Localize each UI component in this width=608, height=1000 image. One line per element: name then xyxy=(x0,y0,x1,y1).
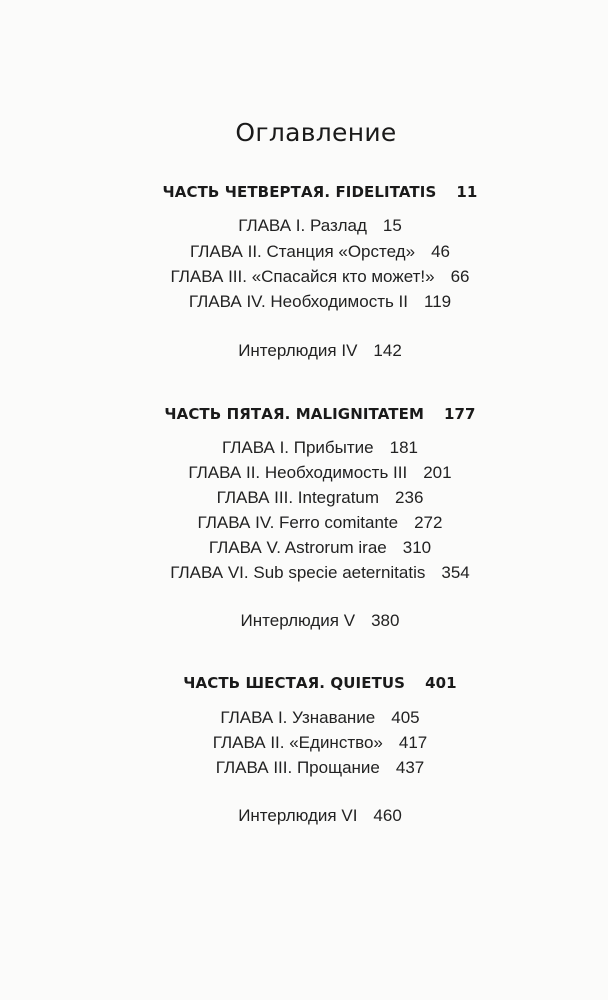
interlude-label: Интерлюдия V xyxy=(240,611,356,630)
chapter-page: 119 xyxy=(424,292,452,311)
interlude-entry xyxy=(0,611,608,631)
chapter-label: ГЛАВА VI. Sub specie aeternitatis xyxy=(170,563,426,582)
chapter-page: 15 xyxy=(382,216,402,235)
chapter-label: ГЛАВА II. Необходимость III xyxy=(188,463,408,482)
interlude-entry xyxy=(0,341,608,361)
chapter-entry xyxy=(0,513,608,533)
chapter-label: ГЛАВА II. Станция «Орстед» xyxy=(190,242,416,261)
chapter-entry xyxy=(0,708,608,728)
interlude-page: 380 xyxy=(371,611,400,630)
chapter-label: ГЛАВА III. «Спасайся кто может!» xyxy=(170,267,435,286)
part-label: ЧАСТЬ ПЯТАЯ. MALIGNITATEM xyxy=(164,405,424,423)
chapter-label: ГЛАВА I. Прибытие xyxy=(222,438,374,457)
chapter-label: ГЛАВА I. Разлад xyxy=(238,216,367,235)
part-page: 401 xyxy=(425,674,457,692)
chapter-label: ГЛАВА III. Integratum xyxy=(216,488,380,507)
interlude-label: Интерлюдия IV xyxy=(238,341,358,360)
chapter-entry xyxy=(0,292,608,312)
interlude-page: 142 xyxy=(373,341,402,360)
chapter-page: 417 xyxy=(398,733,428,752)
chapter-label: ГЛАВА II. «Единство» xyxy=(212,733,383,752)
chapter-page: 46 xyxy=(431,242,450,261)
chapter-entry xyxy=(0,538,608,558)
part-page: 177 xyxy=(443,405,476,423)
chapter-entry xyxy=(0,563,608,583)
part-heading xyxy=(0,674,608,692)
chapter-entry xyxy=(0,463,608,483)
chapter-page: 181 xyxy=(389,438,418,457)
interlude-entry xyxy=(0,806,608,826)
chapter-page: 236 xyxy=(395,488,424,507)
page-title: Оглавление xyxy=(235,118,397,147)
part-page: 11 xyxy=(456,183,478,201)
chapter-entry xyxy=(0,267,608,287)
part-heading xyxy=(0,405,608,423)
chapter-entry xyxy=(0,488,608,508)
chapter-label: ГЛАВА IV. Необходимость II xyxy=(188,292,409,311)
chapter-page: 66 xyxy=(450,267,470,286)
chapter-entry xyxy=(0,242,608,262)
chapter-label: ГЛАВА V. Astrorum irae xyxy=(208,538,387,557)
chapter-entry xyxy=(0,733,608,753)
chapter-page: 437 xyxy=(395,758,425,777)
chapter-label: ГЛАВА III. Прощание xyxy=(215,758,380,777)
chapter-page: 405 xyxy=(391,708,420,727)
chapter-page: 201 xyxy=(423,463,452,482)
chapter-entry xyxy=(0,438,608,458)
interlude-label: Интерлюдия VI xyxy=(238,806,358,825)
chapter-page: 310 xyxy=(402,538,432,557)
chapter-entry xyxy=(0,758,608,778)
chapter-page: 354 xyxy=(441,563,470,582)
chapter-page: 272 xyxy=(414,513,443,532)
interlude-page: 460 xyxy=(373,806,402,825)
chapter-label: ГЛАВА I. Узнавание xyxy=(220,708,376,727)
part-label: ЧАСТЬ ЧЕТВЕРТАЯ. FIDELITATIS xyxy=(162,183,437,201)
part-heading xyxy=(0,183,608,201)
chapter-label: ГЛАВА IV. Ferro comitante xyxy=(197,513,399,532)
part-label: ЧАСТЬ ШЕСТАЯ. QUIETUS xyxy=(183,674,406,692)
chapter-entry xyxy=(0,216,608,236)
